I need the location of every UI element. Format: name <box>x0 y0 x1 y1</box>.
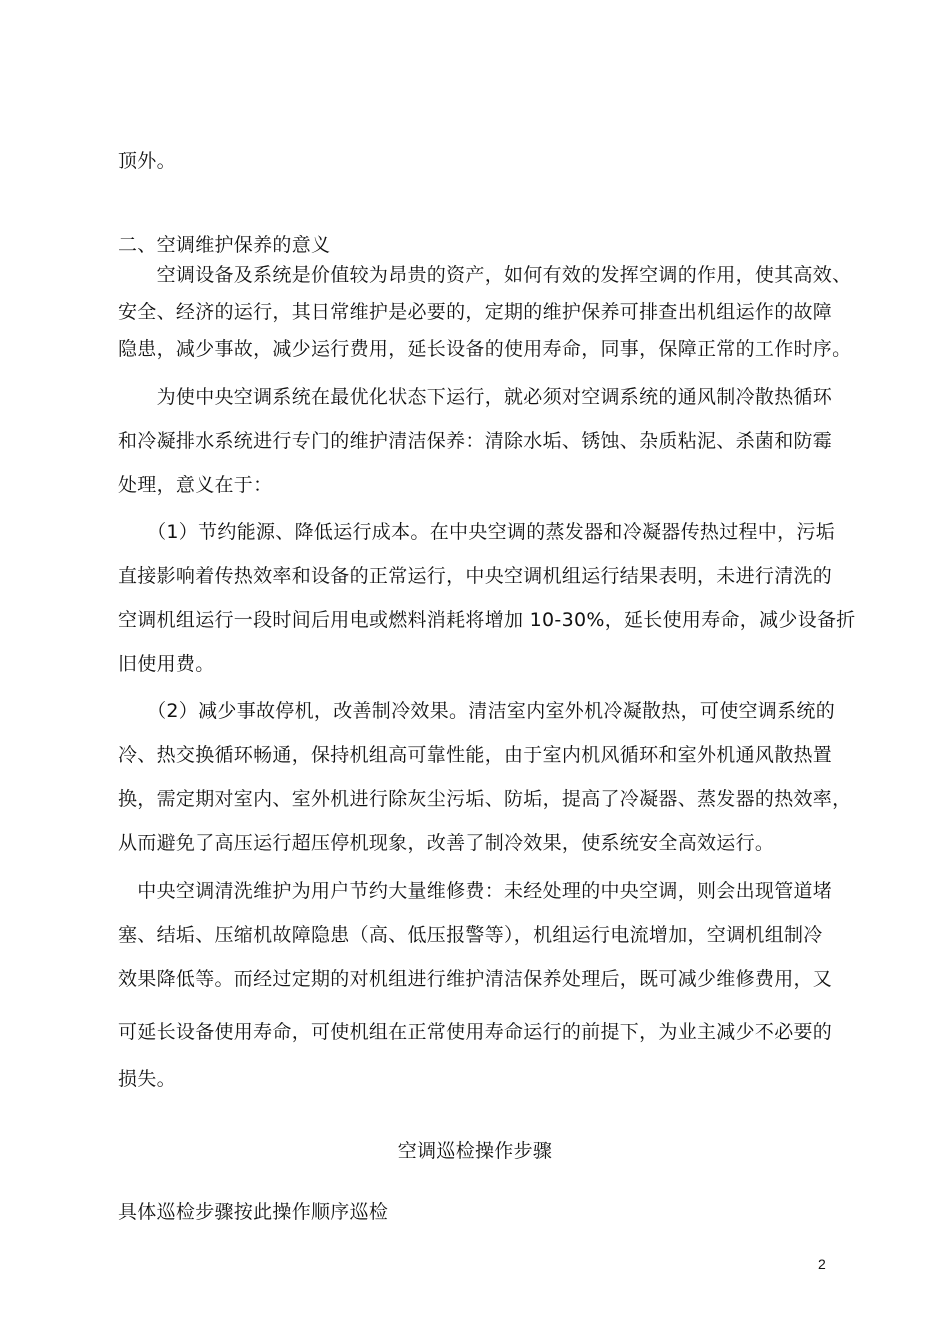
text-line: 冷、热交换循环畅通，保持机组高可靠性能，由于室内机风循环和室外机通风散热置 <box>118 744 833 766</box>
text-line: 中央空调清洗维护为用户节约大量维修费：未经处理的中央空调，则会出现管道堵 <box>118 880 833 902</box>
text-line: 顶外。 <box>118 150 176 172</box>
section-title: 空调巡检操作步骤 <box>397 1140 553 1162</box>
heading-significance: 二、空调维护保养的意义 <box>118 234 331 256</box>
text-line: 空调机组运行一段时间后用电或燃料消耗将增加 10-30%，延长使用寿命，减少设备折 <box>118 609 856 631</box>
text-line: 损失。 <box>118 1068 176 1090</box>
text-line: 效果降低等。而经过定期的对机组进行维护清洁保养处理后，既可减少维修费用，又 <box>118 968 833 990</box>
text-line: 直接影响着传热效率和设备的正常运行，中央空调机组运行结果表明，未进行清洗的 <box>118 565 833 587</box>
text-line: 和冷凝排水系统进行专门的维护清洁保养：清除水垢、锈蚀、杂质粘泥、杀菌和防霉 <box>118 430 833 452</box>
text-line: 隐患，减少事故，减少运行费用，延长设备的使用寿命，同事，保障正常的工作时序。 <box>118 338 852 360</box>
text-line: 安全、经济的运行，其日常维护是必要的，定期的维护保养可排查出机组运作的故障 <box>118 301 833 323</box>
page-number: 2 <box>818 1256 826 1272</box>
text-line: 旧使用费。 <box>118 653 215 675</box>
text-line: 从而避免了高压运行超压停机现象，改善了制冷效果，使系统安全高效运行。 <box>118 832 775 854</box>
text-line: 为使中央空调系统在最优化状态下运行，就必须对空调系统的通风制冷散热循环 <box>118 386 833 408</box>
text-line: 具体巡检步骤按此操作顺序巡检 <box>118 1201 389 1223</box>
text-line: 换，需定期对室内、室外机进行除灰尘污垢、防垢，提高了冷凝器、蒸发器的热效率， <box>118 788 852 810</box>
text-line: 处理，意义在于： <box>118 474 273 496</box>
text-line: （2）减少事故停机，改善制冷效果。清洁室内室外机冷凝散热，可使空调系统的 <box>118 700 835 722</box>
text-line: （1）节约能源、降低运行成本。在中央空调的蒸发器和冷凝器传热过程中，污垢 <box>118 521 835 543</box>
text-line: 可延长设备使用寿命，可使机组在正常使用寿命运行的前提下，为业主减少不必要的 <box>118 1021 833 1043</box>
text-line: 空调设备及系统是价值较为昂贵的资产，如何有效的发挥空调的作用，使其高效、 <box>118 264 852 286</box>
text-line: 塞、结垢、压缩机故障隐患（高、低压报警等），机组运行电流增加，空调机组制冷 <box>118 924 823 946</box>
